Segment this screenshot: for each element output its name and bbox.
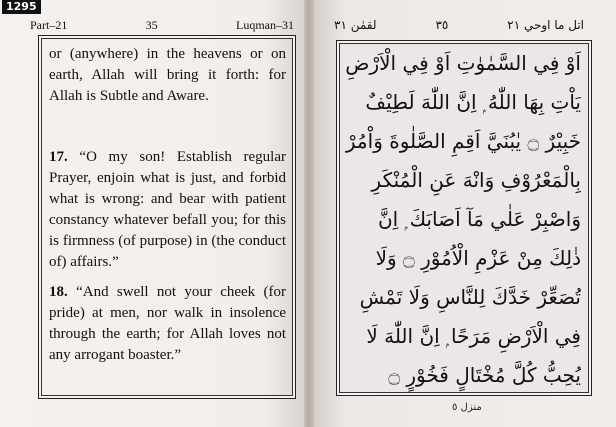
- arabic-page-number: ٣٥: [435, 18, 449, 32]
- arabic-line: تُصَعِّرْ خَدَّكَ لِلنَّاسِ وَلَا تَمْشِ: [359, 285, 581, 309]
- arabic-line: وَاصْبِرْ عَلٰي مَآ اَصَابَكَ ۭ اِنَّ: [377, 207, 581, 231]
- verse-17: [49, 147, 286, 273]
- right-header: [334, 16, 584, 34]
- arabic-line: يُحِبُّ كُلَّ مُخْتَالٍ فَخُوْرٍ ۝: [388, 363, 581, 387]
- verse-18: [49, 282, 286, 366]
- arabic-line: فِي الْاَرْضِ مَرَحًا ۭ اِنَّ اللّٰهَ لَا: [366, 324, 581, 348]
- intro-paragraph: or (anywhere) in the heavens or on earth, Allah will bring it forth: for Allah is Subtle and Aware.: [49, 46, 286, 104]
- english-translation: [49, 44, 286, 366]
- arabic-part-label: اتل ما اوحي ٢١: [507, 18, 584, 32]
- verse-18-number: 18.: [49, 284, 68, 300]
- verse-18-text: “And swell not your cheek (for pride) at men, nor walk in insolence through the earth; for Allah loves not any arrogant boaster.”: [49, 284, 286, 363]
- arabic-line: ذٰلِكَ مِنْ عَزْمِ الْاُمُوْرِ ۝ وَلَا: [375, 246, 581, 270]
- surah-label: Luqman–31: [236, 17, 294, 32]
- arabic-line: يَاْتِ بِهَا اللّٰهُ ۭ اِنَّ اللّٰهَ لَطِيْفٌ: [365, 90, 581, 114]
- verse-17-number: 17.: [49, 149, 68, 165]
- arabic-surah-label: لقمٰن ٣١: [334, 18, 377, 32]
- arabic-line: اَوْ فِي السَّمٰوٰتِ اَوْ فِي الْاَرْضِ: [345, 51, 581, 75]
- manzil-mark: منزل ٥: [452, 402, 482, 413]
- left-header: [30, 16, 294, 34]
- arabic-line: خَبِيْرٌ ۝ يٰبُنَيَّ اَقِمِ الصَّلٰوةَ وَاْمُرْ: [345, 129, 581, 153]
- arabic-text: [345, 44, 581, 395]
- book-spine: [304, 0, 314, 427]
- part-label: Part–21: [30, 17, 68, 32]
- arabic-line: بِالْمَعْرُوْفِ وَانْهَ عَنِ الْمُنْكَرِ: [371, 168, 581, 192]
- verse-17-text: “O my son! Establish regular Prayer, enjoin what is just, and forbid what is wrong: and bear with patient constancy whatever befall you; for this is firmness (of purpose) in (the conduct of) affairs.”: [49, 149, 286, 270]
- page-tag: 1295: [2, 0, 41, 14]
- page-number: 35: [145, 17, 158, 32]
